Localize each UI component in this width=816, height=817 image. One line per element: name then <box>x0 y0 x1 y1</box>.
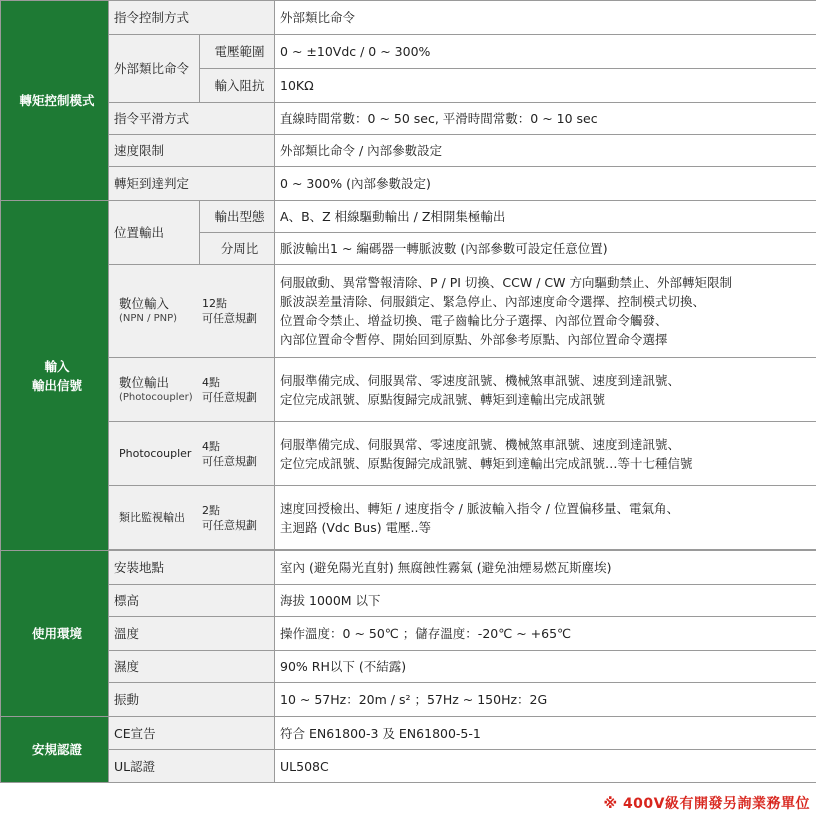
altitude-label: 標高 <box>109 585 275 617</box>
digital-input-label-cell <box>109 265 275 358</box>
digital-output-sub: (Photocoupler) <box>119 391 193 403</box>
humidity-value: 90% RH以下 (不結露) <box>275 651 816 683</box>
digital-output-value <box>275 358 816 422</box>
photocoupler-count: 4點 <box>202 439 220 453</box>
section-io-label: 輸入 輸出信號 <box>31 358 82 393</box>
smoothing-label: 指令平滑方式 <box>109 103 275 135</box>
divider-value: 脈波輸出1 ~ 編碼器一轉脈波數 (內部參數可設定任意位置) <box>275 233 816 265</box>
photocoupler-line: 伺服準備完成、伺服異常、零速度訊號、機械煞車訊號、速度到達訊號、 <box>280 436 681 452</box>
table-row <box>1 683 816 717</box>
table-row <box>1 103 816 135</box>
location-label: 安裝地點 <box>109 551 275 585</box>
table-row <box>1 167 816 201</box>
position-output-label: 位置輸出 <box>109 201 200 265</box>
table-row <box>1 585 816 617</box>
table-row <box>1 135 816 167</box>
cmd-method-value: 外部類比命令 <box>275 1 816 35</box>
table-row <box>1 1 816 35</box>
analog-monitor-value <box>275 486 816 550</box>
digital-output-assign: 可任意規劃 <box>202 390 257 404</box>
input-impedance-label: 輸入阻抗 <box>200 69 275 103</box>
table-row <box>1 750 816 783</box>
table-row <box>1 358 816 422</box>
temp-label: 溫度 <box>109 617 275 651</box>
section-env: 使用環境 <box>1 551 109 717</box>
photocoupler-line: 定位完成訊號、原點復歸完成訊號、轉矩到達輸出完成訊號…等十七種信號 <box>280 455 693 471</box>
cmd-method-label: 指令控制方式 <box>109 1 275 35</box>
digital-input-count: 12點 <box>202 297 227 310</box>
footnote: ※ 400V級有開發另詢業務單位 <box>603 796 810 812</box>
table-row <box>1 651 816 683</box>
smoothing-value: 直線時間常數：0 ~ 50 sec, 平滑時間常數：0 ~ 10 sec <box>275 103 816 135</box>
voltage-range-value: 0 ~ ±10Vdc / 0 ~ 300% <box>275 35 816 69</box>
section-io <box>1 201 109 551</box>
ul-value: UL508C <box>275 750 816 783</box>
torque-reached-label: 轉矩到達判定 <box>109 167 275 201</box>
table-row <box>1 486 816 550</box>
digital-input-assign: 可任意規劃 <box>202 312 257 325</box>
vibration-label: 振動 <box>109 683 275 717</box>
table-row <box>1 717 816 750</box>
voltage-range-label: 電壓範圍 <box>200 35 275 69</box>
photocoupler-label: Photocoupler <box>119 447 192 460</box>
temp-value: 操作溫度：0 ~ 50℃ ；儲存溫度：-20℃ ~ +65℃ <box>275 617 816 651</box>
digital-input-value <box>275 265 816 358</box>
table-row <box>1 617 816 651</box>
analog-cmd-label: 外部類比命令 <box>109 35 200 103</box>
vibration-value: 10 ~ 57Hz：20m / s² ；57Hz ~ 150Hz：2G <box>275 683 816 717</box>
digital-input-line: 伺服啟動、異常警報清除、P / PI 切換、CCW / CW 方向驅動禁止、外部轉矩限制 <box>280 275 732 290</box>
analog-monitor-assign: 可任意規劃 <box>202 518 257 532</box>
photocoupler-value <box>275 422 816 486</box>
table-row <box>1 422 816 486</box>
table-row <box>1 265 816 358</box>
photocoupler-label-cell <box>109 422 275 486</box>
digital-output-line: 伺服準備完成、伺服異常、零速度訊號、機械煞車訊號、速度到達訊號、 <box>280 372 681 388</box>
digital-output-line: 定位完成訊號、原點復歸完成訊號、轉矩到達輸出完成訊號 <box>280 391 606 407</box>
digital-output-label-cell <box>109 358 275 422</box>
ce-value: 符合 EN61800-3 及 EN61800-5-1 <box>275 717 816 750</box>
analog-monitor-line: 速度回授檢出、轉矩 / 速度指令 / 脈波輸入指令 / 位置偏移量、電氣角、 <box>280 500 679 516</box>
analog-monitor-label-cell <box>109 486 275 550</box>
digital-input-line: 脈波誤差量清除、伺服鎖定、緊急停止、內部速度命令選擇、控制模式切換、 <box>280 294 706 309</box>
input-impedance-value: 10KΩ <box>275 69 816 103</box>
section-cert: 安規認證 <box>1 717 109 783</box>
location-value: 室內 (避免陽光直射) 無腐蝕性霧氣 (避免油煙易燃瓦斯塵埃) <box>275 551 816 585</box>
digital-input-line: 位置命令禁止、增益切換、電子齒輪比分子選擇、內部位置命令觸發、 <box>280 313 668 328</box>
speed-limit-value: 外部類比命令 / 內部參數設定 <box>275 135 816 167</box>
digital-input-sub: (NPN / PNP) <box>119 313 178 324</box>
ul-label: UL認證 <box>109 750 275 783</box>
speed-limit-label: 速度限制 <box>109 135 275 167</box>
digital-output-count: 4點 <box>202 375 220 389</box>
divider-label: 分周比 <box>200 233 275 265</box>
table-row <box>1 201 816 233</box>
digital-output-label: 數位輸出 <box>119 374 170 390</box>
section-torque: 轉矩控制模式 <box>1 1 109 201</box>
table-row <box>1 551 816 585</box>
ce-label: CE宣告 <box>109 717 275 750</box>
analog-monitor-label: 類比監視輸出 <box>119 511 185 524</box>
photocoupler-assign: 可任意規劃 <box>202 454 257 468</box>
analog-monitor-line: 主迴路 (Vdc Bus) 電壓..等 <box>280 519 432 535</box>
digital-input-line: 內部位置命令暫停、開始回到原點、外部參考原點、內部位置命令選擇 <box>280 332 668 347</box>
analog-monitor-count: 2點 <box>202 503 220 517</box>
table-row <box>1 35 816 69</box>
torque-reached-value: 0 ~ 300% (內部參數設定) <box>275 167 816 201</box>
output-type-value: A、B、Z 相線驅動輸出 / Z相開集極輸出 <box>275 201 816 233</box>
humidity-label: 濕度 <box>109 651 275 683</box>
output-type-label: 輸出型態 <box>200 201 275 233</box>
altitude-value: 海拔 1000M 以下 <box>275 585 816 617</box>
digital-input-label: 數位輸入 <box>119 296 170 311</box>
